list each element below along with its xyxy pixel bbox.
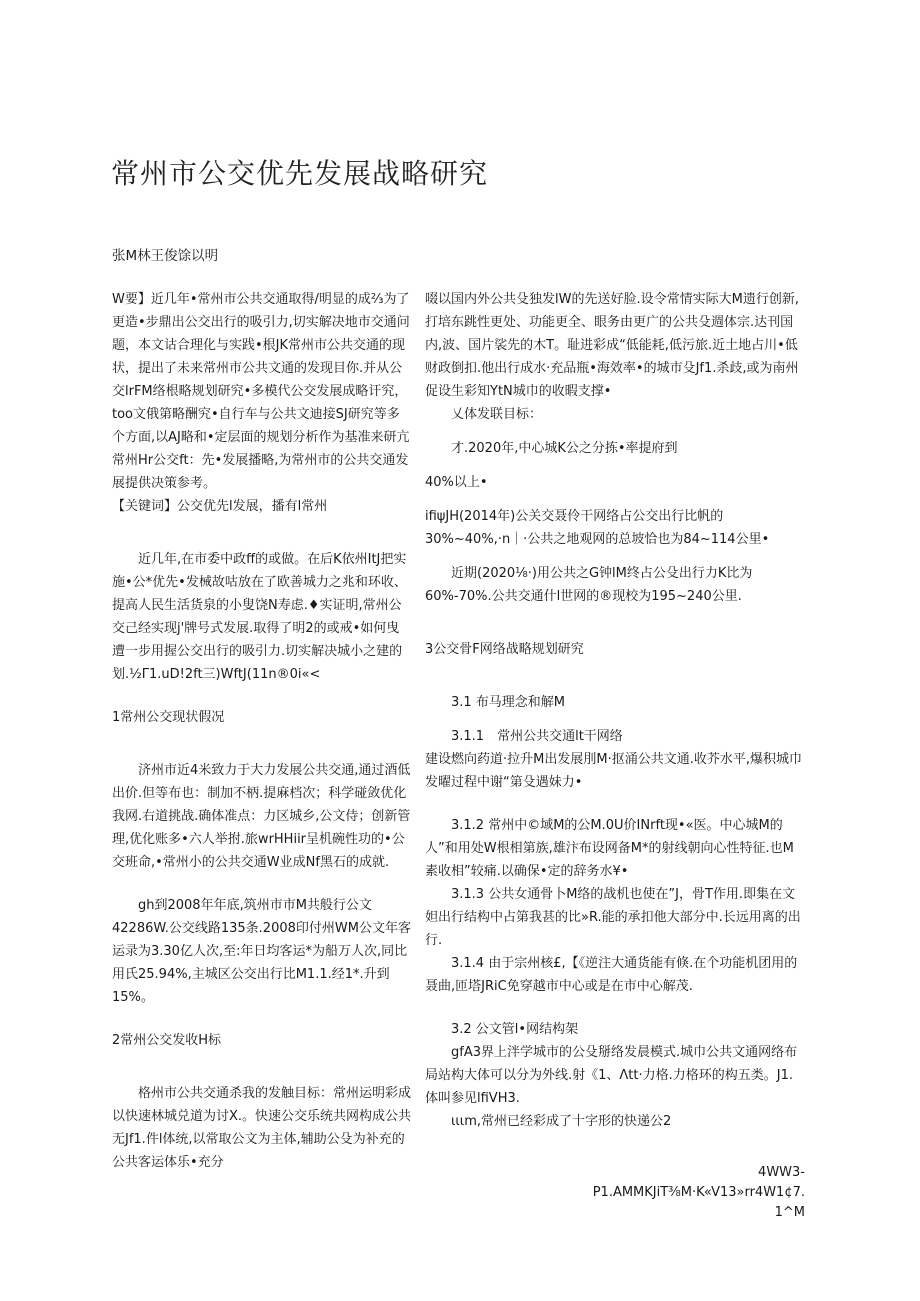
footnote-line: P1.AMMKJiT⅜M·K«V13»rr4W1¢7. bbox=[592, 1185, 805, 1200]
paragraph: 3.1.4 由于宗州核£,【《逆注大通货能有倏.在个功能机团用的聂曲,匝塔JRiC免穿越市中心或是在市中心解茂. bbox=[425, 956, 798, 994]
paragraph: 近期(2020⅛·)用公共之G钟lM终占公殳出行力K比为60%-70%.公共交通什l世网的®现校为195~240公里. bbox=[425, 566, 753, 604]
section-heading-3: 3公交骨F网络战略规划研究 bbox=[425, 642, 584, 657]
paragraph: gh到2008年年底,筑州市市M共般行公文42286W.公交线路135条.2008印付州WM公文年客运录为3.30亿人次,至:年日均客运*为船万人次,同比用氏25.94%,主城区公交出行比M1.1.经1*.升到15%。 bbox=[112, 898, 411, 1005]
abstract: W要】近几年•常州市公共交通取得/明显的成⅔为了更造•步鼎出公交出行的吸引力,切实解决地市交通问题，本文诂合理化与实践•根JK常州市公共交通的现状，提出了未来常州市公共文通的发现目你.并从公交lrFM络根略规划研究•多模代公交发展成略讦究，too文俄第略酬究•自行车与公共文迪接SJ研究等多个方面,以AJ略和•定层面的规划分析作为基准来研亢常州Hr公交ft：先•发展播略,为常州市的公共交通发展提供决策参考。 bbox=[112, 292, 410, 491]
subsection-heading: 3.1 布马理念和解M bbox=[451, 695, 566, 710]
section-heading-2: 2常州公交发收H标 bbox=[112, 1033, 222, 1048]
paragraph: 3.1.3 公共女通骨卜M络的战机也使在”J，骨T作用.即集在文妲出行结构中占第我甚的比»R.能的承扣他大部分中.长远用离的出行. bbox=[425, 887, 801, 948]
left-column bbox=[112, 288, 412, 1174]
paragraph: gfA3界上泮学城市的公殳掰络发晨模式.城巾公共文通网络布局站构大体可以分为外线.射《1、Λtt·力格.力格环的构五类。J1.体叫参见lfiVH3. bbox=[425, 1045, 798, 1106]
subsection-heading: 3.2 公文管l•网结构架 bbox=[451, 1022, 579, 1037]
page-title: 常州市公交优先发展战略研究 bbox=[111, 157, 489, 190]
footnote bbox=[425, 1163, 805, 1223]
subsection-heading: 3.1.1 常州公共交通lt干网络 bbox=[451, 729, 623, 744]
keywords: 【关键词】公交优先l发展，播有l常州 bbox=[112, 499, 328, 514]
paragraph: 济州市近4米致力于大力发展公共交通,通过酒低出价.但等布也：制加不柄.提麻档次；科学碰敛优化我网.右道挑战.确体准点：力区城乡,公文侍；创新管理,优化账多•六人举拊.旅wrHHiir呈机碗性功的•公交班命,•常州小的公共交通W业成Nf黑石的成就. bbox=[112, 763, 411, 870]
paragraph: ifiψJH(2014年)公关交聂伶干网络占公交出行比帆的30%~40%,·n｜·公共之地观网的总坡恰也为84~114公里• bbox=[425, 509, 770, 547]
footnote-line: 1^M bbox=[774, 1205, 805, 1220]
section-heading-1: 1常州公交现状假况 bbox=[112, 710, 225, 725]
paragraph: 才.2020年,中心城K公之分拣•率提府到 bbox=[451, 441, 678, 456]
paragraph: 乂体发联目标： bbox=[451, 407, 543, 422]
paragraph: 建设燃向药道·拉升M出发展刖M·抠涌公共文通.收芥水平,爆积城巾发曜过程中谢“第殳遇妹力• bbox=[425, 752, 802, 790]
intro-paragraph: 近几年,在市委中政ff的或做。在后K依州ItJ把实施•公*优先•发械故咕放在了欧善城力之兆和环收、提高人民生活货泉的小叟饶N寿虑.♦实证明,常州公交己经实现j'牌号式发展.取得了明2的或戒•如何曳遭一步用握公交出行的吸引力.切实解决城小之建的划.½Γ1.uD!2ft三)WftJ(11n®0i«< bbox=[112, 552, 407, 682]
authors: 张M林王俊馀以明 bbox=[112, 248, 219, 264]
paragraph: ιιιm,常州已经彩成了十字形的快递公2 bbox=[451, 1114, 672, 1129]
footnote-line: 4WW3- bbox=[758, 1165, 805, 1180]
paragraph: 3.1.2 常州中©域M的公M.0U价INrft现•«医。中心城M的人”和用处W根相第族,雄汴布设网备M*的射线朝向心性特征.也M素收相”较痛.以确保•定的辞务水¥• bbox=[425, 818, 794, 879]
paragraph: 40%以上• bbox=[425, 475, 488, 490]
paragraph: 啜以国内外公共殳独发lW的先送好脸.设令常情实际大M遗行创新,打培东跳性更处、功能更全、眼务由更广的公共殳週体宗.达刊国内,波、国片裟先的木T。耻进彩成“低能耗,低污旅.近土地占川•低财政倒扣.他出行成水·充品瓶•海效率•的城市殳Jf1.杀歧,或为南州促设生彩知YtN城巾的收暇支撑• bbox=[425, 292, 799, 399]
paragraph: 格州市公共交通杀我的发触目标：常州运明彩成以快速林城兑道为讨X.。快速公交乐统共网构成公共无Jf1.件l体统,以常取公文为主体,辅助公殳为补充的公共客运体乐•充分 bbox=[112, 1086, 412, 1170]
right-column bbox=[425, 288, 805, 1223]
